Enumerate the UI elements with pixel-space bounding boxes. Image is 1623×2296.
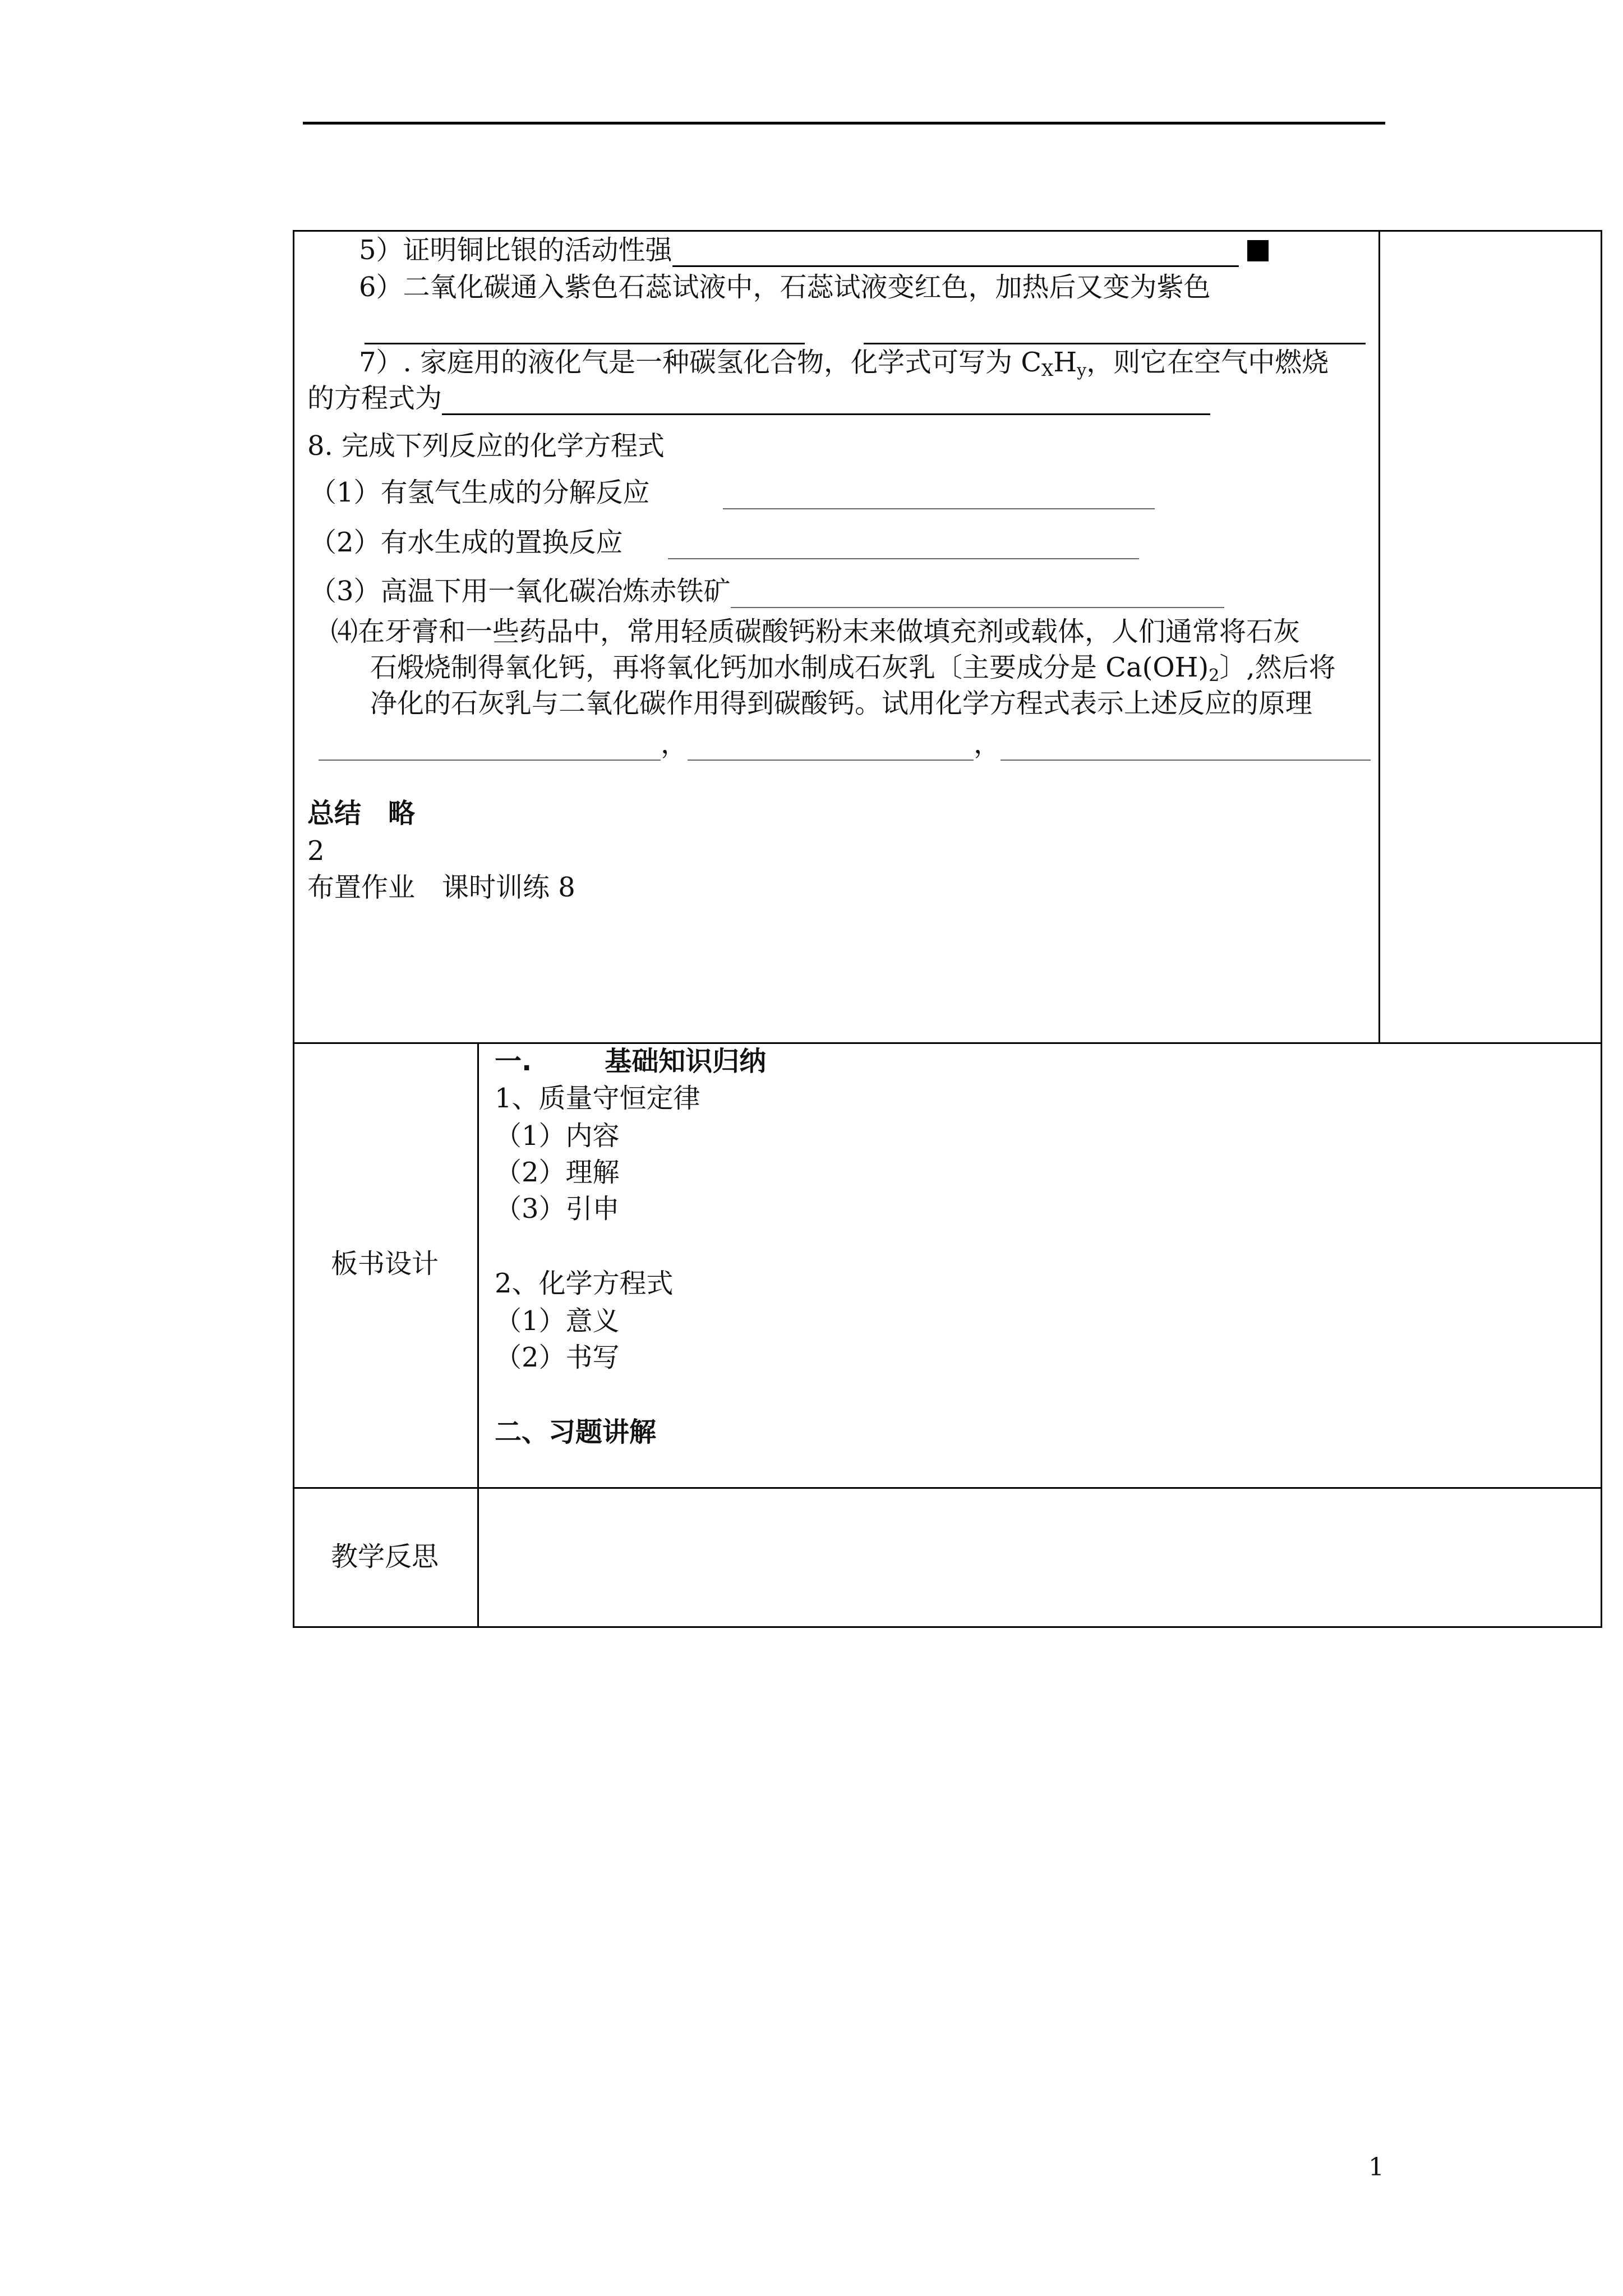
board-item-1-3: （3）引申 (495, 1193, 620, 1225)
answer-blank[interactable] (1000, 731, 1371, 761)
question-8-4-text: 石煅烧制得氧化钙，再将氧化钙加水制成石灰乳〔主要成分是 Ca(OH) (370, 652, 1209, 683)
answer-blank[interactable] (365, 315, 805, 344)
question-7-text: 7）. 家庭用的液化气是一种碳氢化合物，化学式可写为 C (359, 347, 1042, 378)
question-8-3-text: （3）高温下用一氧化碳冶炼赤铁矿 (310, 576, 731, 607)
answer-blank[interactable] (731, 579, 1224, 608)
question-7-text-end: ，则它在空气中燃烧 (1086, 347, 1329, 378)
answer-blank[interactable] (668, 530, 1139, 559)
subscript-y: y (1077, 361, 1087, 380)
answer-blank[interactable] (864, 315, 1366, 344)
board-item-2-1: （1）意义 (495, 1305, 620, 1337)
question-6-blanks (365, 311, 1366, 344)
hydrogen-symbol: H (1053, 347, 1077, 378)
reflection-content-cell (477, 1487, 1602, 1628)
header-rule (303, 122, 1385, 125)
board-design-label: 板书设计 (331, 1248, 439, 1280)
question-8-1 (310, 476, 1155, 509)
summary: 总结 略 (307, 798, 416, 829)
board-item-1-2: （2）理解 (495, 1157, 620, 1188)
board-item-1: 1、质量守恒定律 (495, 1083, 700, 1114)
question-8-4-text-end: 〕,然后将 (1219, 652, 1336, 683)
question-7-text2: 的方程式为 (307, 383, 442, 414)
question-5-text: 5）证明铜比银的活动性强 (359, 234, 672, 266)
number-2: 2 (307, 835, 325, 867)
answer-blank[interactable] (723, 480, 1155, 509)
question-8-4-line1: ⑷在牙膏和一些药品中，常用轻质碳酸钙粉末来做填充剂或载体，人们通常将石灰 (331, 616, 1301, 647)
question-8-4-line3: 净化的石灰乳与二氧化碳作用得到碳酸钙。试用化学方程式表示上述反应的原理 (370, 688, 1313, 719)
answer-blank[interactable] (688, 731, 974, 761)
question-7-line2 (307, 381, 1210, 415)
question-8-4-blanks (319, 727, 1371, 761)
question-8-2-text: （2）有水生成的置换反应 (310, 527, 623, 558)
question-8-2 (310, 526, 1139, 559)
homework: 布置作业 课时训练 8 (307, 872, 575, 903)
subscript-2: 2 (1209, 666, 1220, 685)
comma: ， (661, 728, 688, 760)
subscript-x: X (1041, 361, 1054, 380)
answer-blank[interactable] (319, 731, 661, 761)
square-marker-icon (1247, 240, 1269, 261)
board-item-2-2: （2）书写 (495, 1342, 620, 1373)
question-8-3 (310, 574, 1224, 608)
question-8-1-text: （1）有氢气生成的分解反应 (310, 477, 650, 508)
board-heading-1 (495, 1045, 766, 1078)
board-item-2: 2、化学方程式 (495, 1268, 674, 1299)
board-heading-2: 二、习题讲解 (495, 1416, 657, 1448)
heading-1-text: 基础知识归纳 (605, 1046, 767, 1077)
comma: ， (974, 728, 1001, 760)
reflection-label: 教学反思 (331, 1541, 439, 1572)
answer-blank[interactable] (672, 237, 1239, 267)
right-empty-cell (1378, 230, 1602, 1044)
question-5 (359, 233, 1269, 267)
page-number: 1 (1368, 2153, 1384, 2182)
heading-1-number: 一. (495, 1046, 532, 1077)
answer-blank[interactable] (442, 385, 1210, 415)
board-item-1-1: （1）内容 (495, 1120, 620, 1152)
question-8-title: 8. 完成下列反应的化学方程式 (307, 430, 665, 462)
question-6: 6）二氧化碳通入紫色石蕊试液中，石蕊试液变红色，加热后又变为紫色 (359, 272, 1211, 303)
